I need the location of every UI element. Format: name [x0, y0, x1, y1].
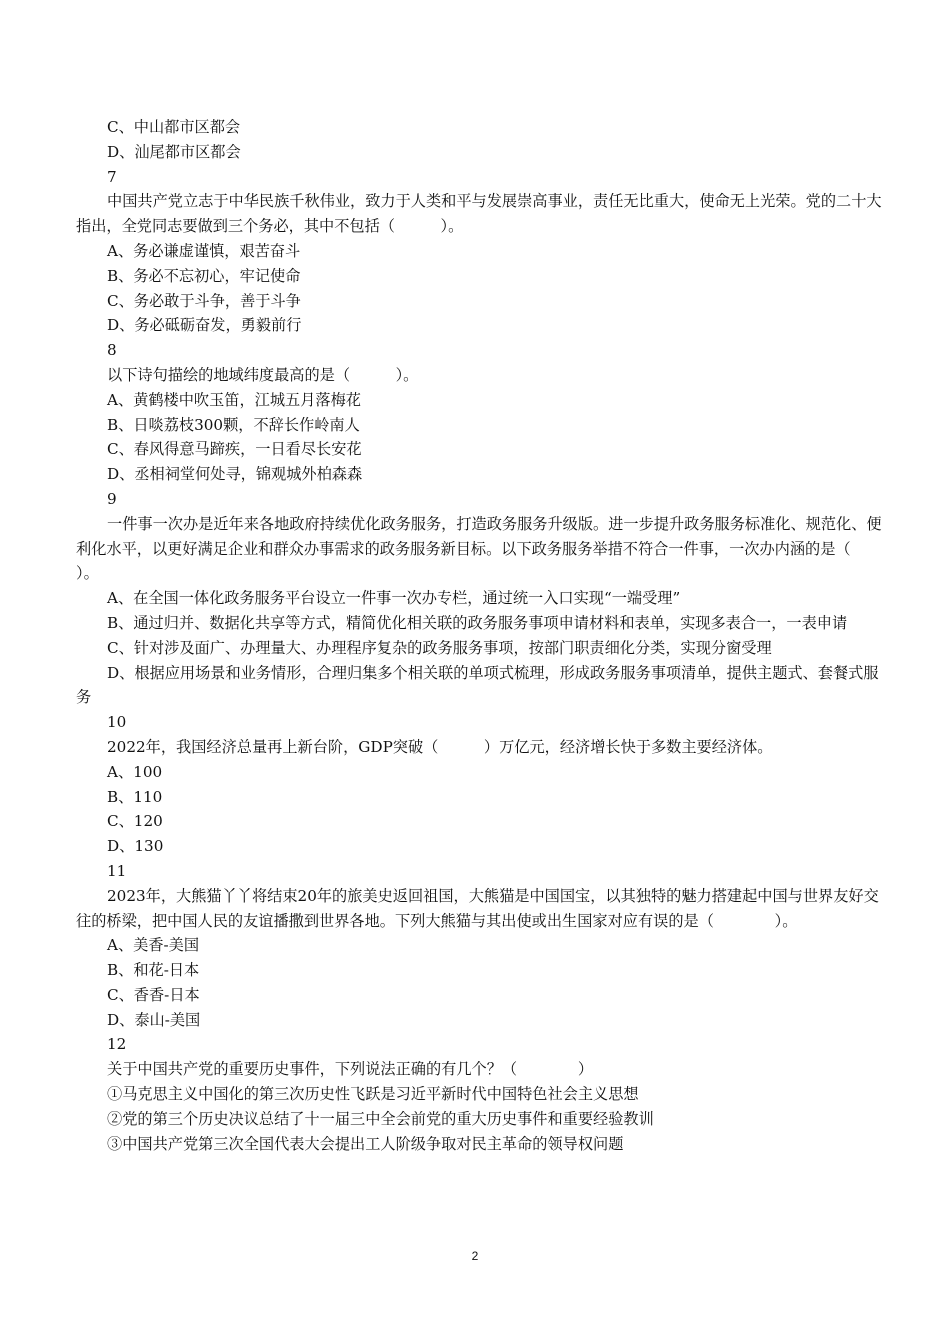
- statement-line: ①马克思主义中国化的第三次历史性飞跃是习近平新时代中国特色社会主义思想: [107, 1085, 639, 1104]
- option-line: C、中山都市区都会: [107, 118, 241, 136]
- option-line: B、日啖荔枝300颗，不辞长作岭南人: [107, 415, 360, 434]
- question-stem: 关于中国共产党的重要历史事件，下列说法正确的有几个？（ ）: [107, 1060, 593, 1079]
- option-line: C、春风得意马蹄疾，一日看尽长安花: [107, 440, 362, 459]
- option-line: B、110: [107, 787, 163, 806]
- page-number: 2: [471, 1249, 479, 1263]
- option-line: D、丞相祠堂何处寻，锦观城外柏森森: [107, 465, 363, 484]
- option-line: D、务必砥砺奋发，勇毅前行: [107, 316, 302, 335]
- question-number: 11: [107, 861, 127, 880]
- question-stem: 以下诗句描绘的地域纬度最高的是（ ）。: [107, 365, 419, 384]
- option-line: B、和花-日本: [107, 961, 200, 980]
- question-number: 9: [107, 489, 117, 508]
- question-stem: 2023年，大熊猫丫丫将结束20年的旅美史返回祖国，大熊猫是中国国宝，以其独特的魅力搭建起中国与世界友好交往的桥梁，把中国人民的友谊播撒到世界各地。下列大熊猫与其出使或出生国家对应有误的是（ ）。: [76, 886, 879, 930]
- option-line: D、130: [107, 837, 164, 856]
- question-number: 12: [107, 1035, 127, 1054]
- option-line: D、汕尾都市区都会: [107, 142, 241, 161]
- option-line: A、黄鹤楼中吹玉笛，江城五月落梅花: [107, 390, 361, 409]
- option-line: A、务必谦虚谨慎，艰苦奋斗: [107, 241, 301, 260]
- question-stem: 一件事一次办是近年来各地政府持续优化政务服务，打造政务服务升级版。进一步提升政务服务标准化、规范化、便利化水平，以更好满足企业和群众办事需求的政务服务新目标。以下政务服务举措不符合一件事，一次办内涵的是（ ）。: [76, 514, 897, 583]
- option-line: A、美香-美国: [107, 936, 200, 955]
- option-line: C、香香-日本: [107, 985, 200, 1004]
- option-paragraph: B、通过归并、数据化共享等方式，精简优化相关联的政务服务事项申请材料和表单，实现多表合一，一表申请: [107, 613, 848, 632]
- question-number: 10: [107, 713, 127, 732]
- option-line: D、泰山-美国: [107, 1010, 201, 1029]
- question-number: 8: [107, 341, 117, 360]
- option-line: C、120: [107, 812, 163, 831]
- option-line: C、务必敢于斗争，善于斗争: [107, 291, 301, 310]
- question-number: 7: [107, 167, 117, 186]
- option-line: B、务必不忘初心，牢记使命: [107, 266, 301, 285]
- question-stem: 2022年，我国经济总量再上新台阶，GDP突破（ ）万亿元，经济增长快于多数主要经济体。: [107, 737, 773, 756]
- option-line: A、100: [107, 762, 163, 781]
- statement-line: ③中国共产党第三次全国代表大会提出工人阶级争取对民主革命的领导权问题: [107, 1134, 624, 1153]
- option-paragraph: A、在全国一体化政务服务平台设立一件事一次办专栏，通过统一入口实现“一端受理”: [107, 589, 681, 608]
- option-paragraph: C、针对涉及面广、办理量大、办理程序复杂的政务服务事项，按部门职责细化分类，实现分窗受理: [107, 638, 772, 657]
- statement-line: ②党的第三个历史决议总结了十一届三中全会前党的重大历史事件和重要经验教训: [107, 1109, 654, 1128]
- option-paragraph: D、根据应用场景和业务情形，合理归集多个相关联的单项式梳理，形成政务服务事项清单，提供主题式、套餐式服务: [76, 663, 879, 707]
- page-content: [76, 115, 897, 1156]
- question-stem: 中国共产党立志于中华民族千秋伟业，致力于人类和平与发展崇高事业，责任无比重大，使命无上光荣。党的二十大指出，全党同志要做到三个务必，其中不包括（ ）。: [76, 192, 882, 236]
